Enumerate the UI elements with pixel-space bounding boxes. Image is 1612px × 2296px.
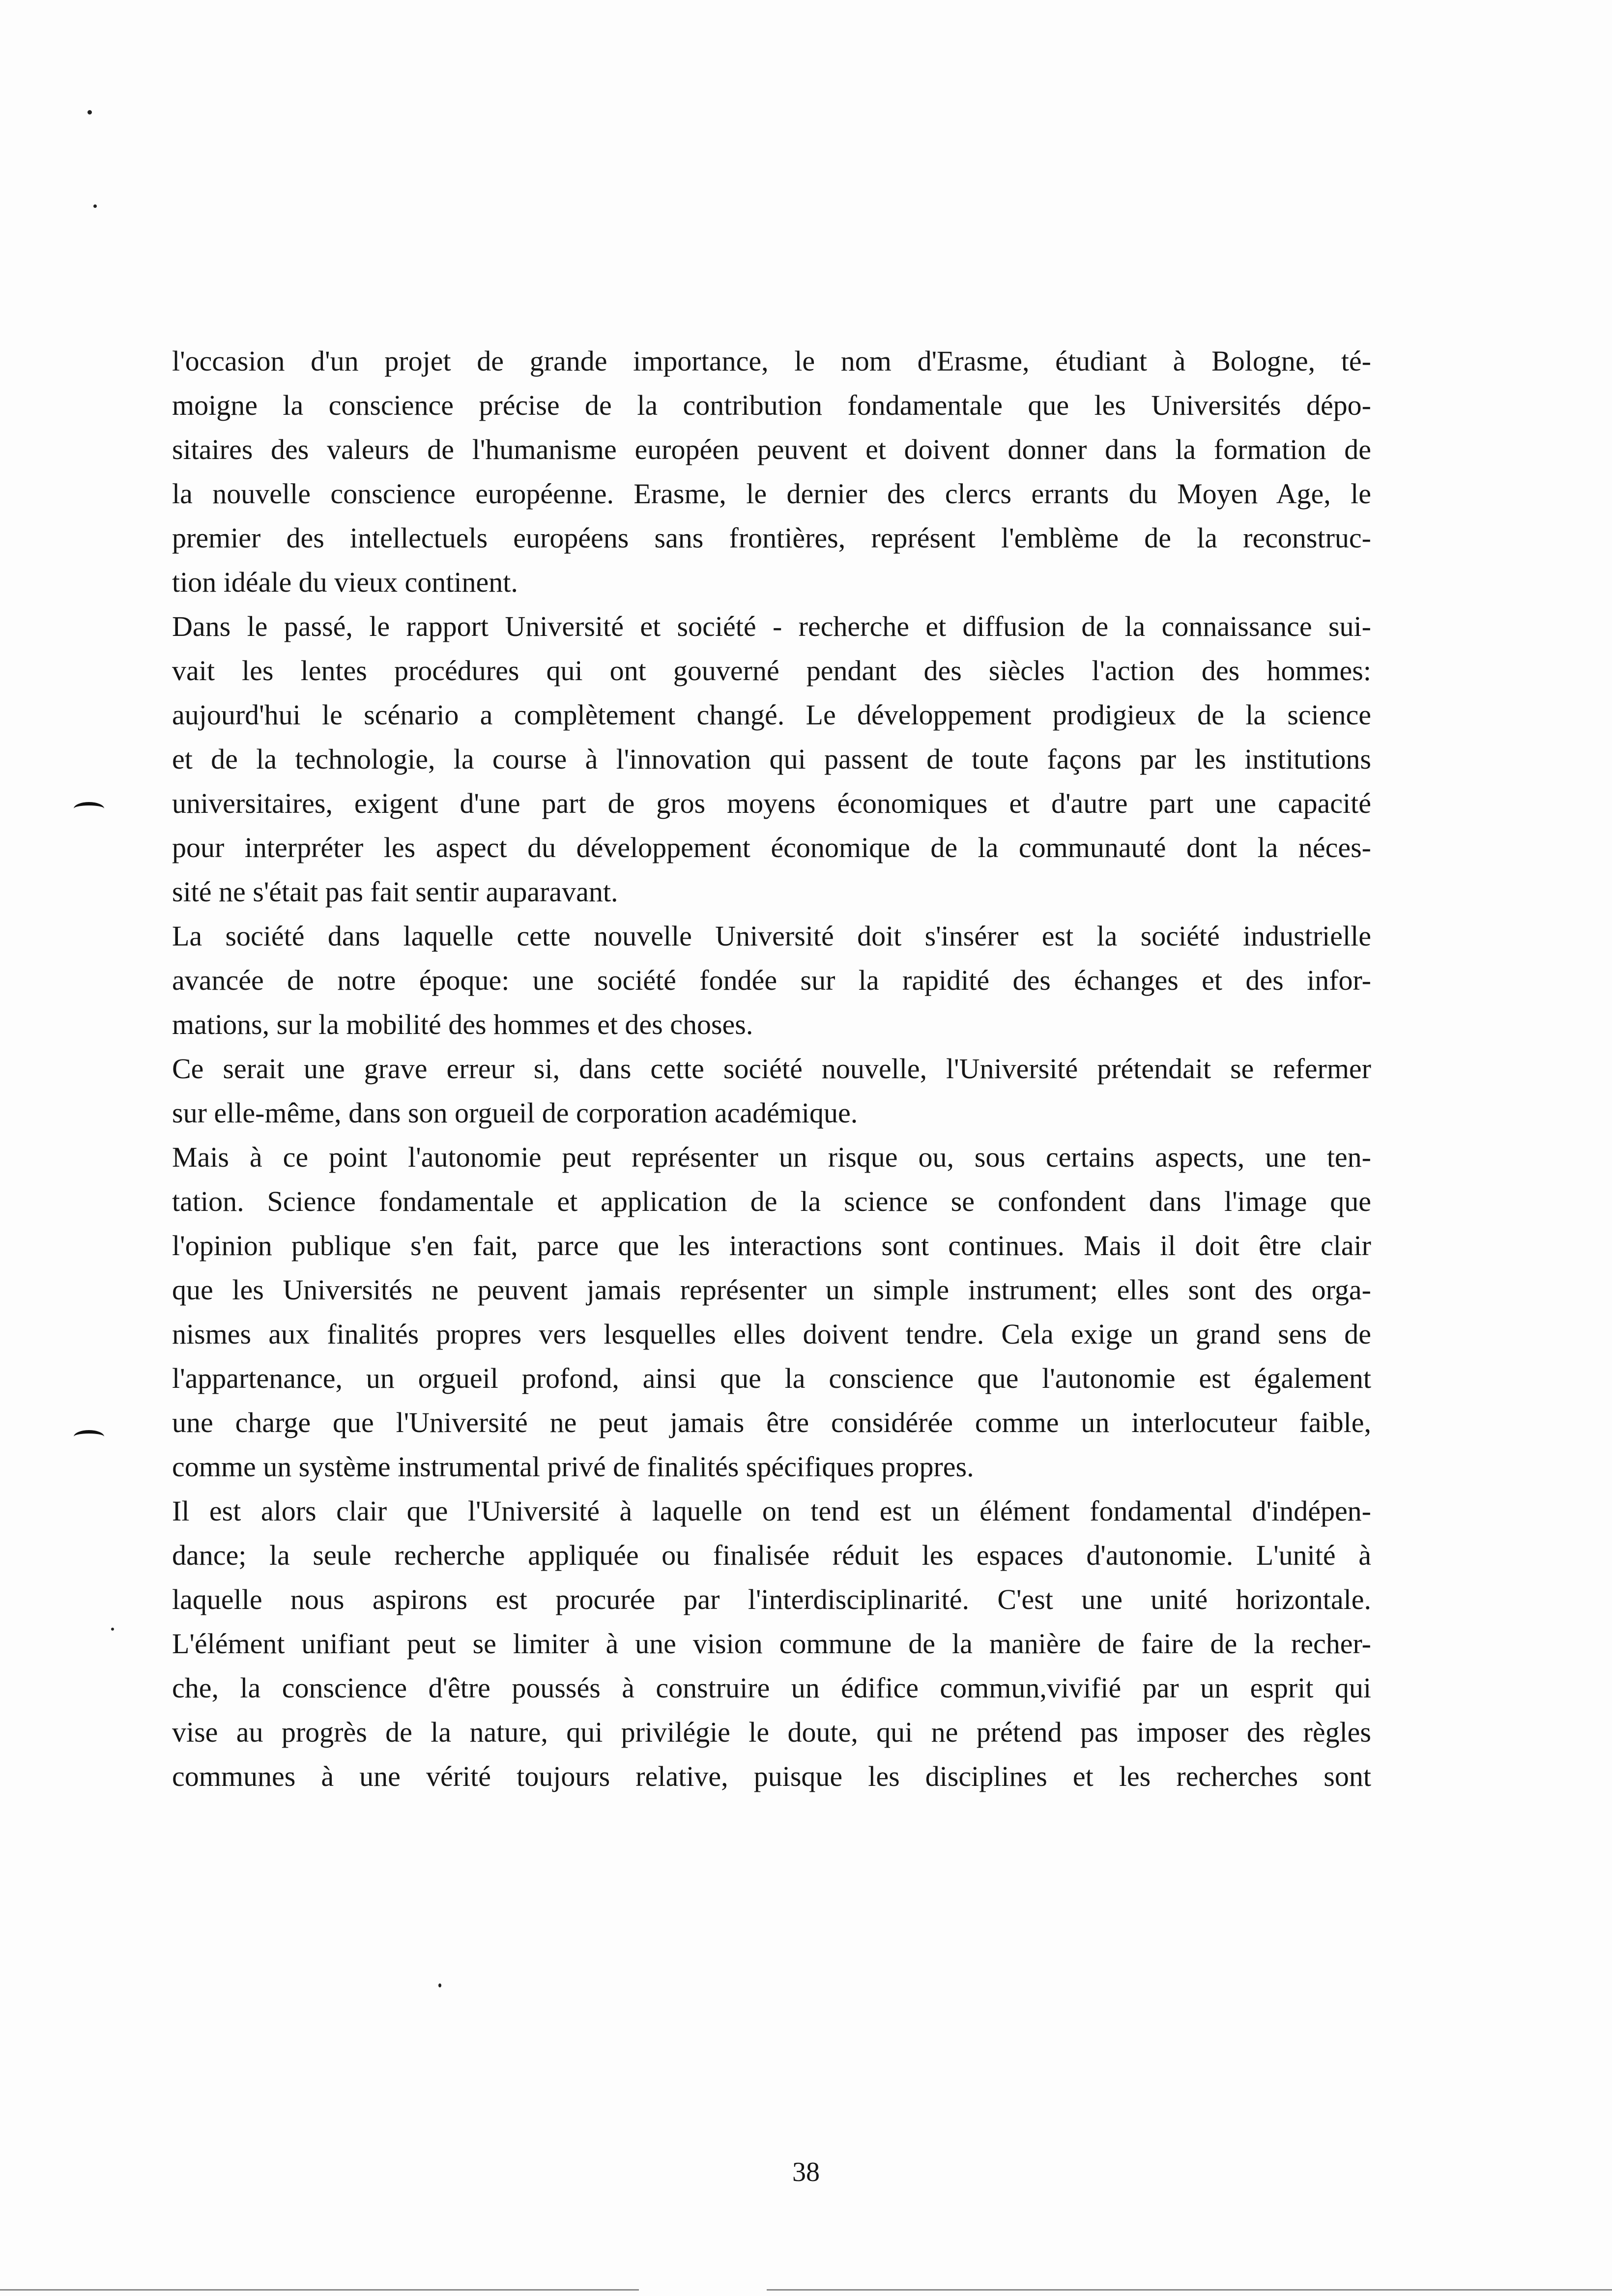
text-line: Ce serait une grave erreur si, dans cette société nouvelle, l'Université prétendait se refermer (172, 1053, 1371, 1085)
paragraph (172, 914, 1371, 1047)
scan-edge-line (767, 2289, 1612, 2291)
scan-speck (87, 110, 92, 115)
text-line: que les Universités ne peuvent jamais représenter un simple instrument; elles sont des orga- (172, 1274, 1371, 1306)
text-line: premier des intellectuels européens sans frontières, représent l'emblème de la reconstruc- (172, 522, 1371, 554)
text-line: che, la conscience d'être poussés à construire un édifice commun,vivifié par un esprit qui (172, 1672, 1371, 1704)
text-line: comme un système instrumental privé de finalités spécifiques propres. (172, 1451, 974, 1483)
page-number: 38 (792, 2157, 820, 2187)
text-line: l'occasion d'un projet de grande importance, le nom d'Erasme, étudiant à Bologne, té- (172, 345, 1371, 377)
scan-speck (111, 1628, 114, 1631)
text-line: vait les lentes procédures qui ont gouverné pendant des siècles l'action des hommes: (172, 655, 1371, 687)
scan-speck (93, 204, 97, 208)
text-line: la nouvelle conscience européenne. Erasme, le dernier des clercs errants du Moyen Age, le (172, 478, 1371, 510)
text-line: La société dans laquelle cette nouvelle Université doit s'insérer est la société industrielle (172, 920, 1371, 952)
text-line: sité ne s'était pas fait sentir auparavant. (172, 876, 618, 908)
text-line: tion idéale du vieux continent. (172, 566, 518, 598)
text-line: tation. Science fondamentale et application de la science se confondent dans l'image que (172, 1185, 1371, 1217)
scan-edge-line (0, 2289, 639, 2291)
text-line: laquelle nous aspirons est procurée par l'interdisciplinarité. C'est une unité horizontale. (172, 1583, 1371, 1615)
text-line: nismes aux finalités propres vers lesquelles elles doivent tendre. Cela exige un grand sens de (172, 1318, 1371, 1350)
text-line: pour interpréter les aspect du développement économique de la communauté dont la néces- (172, 832, 1371, 863)
text-line: communes à une vérité toujours relative, puisque les disciplines et les recherches sont (172, 1760, 1371, 1792)
paragraph (172, 1047, 1371, 1135)
text-line: l'opinion publique s'en fait, parce que les interactions sont continues. Mais il doit être clair (172, 1230, 1371, 1262)
paragraph (172, 1135, 1371, 1489)
text-line: Mais à ce point l'autonomie peut représenter un risque ou, sous certains aspects, une ten- (172, 1141, 1371, 1173)
paragraph (172, 604, 1371, 914)
scan-speck (438, 1983, 441, 1987)
text-line: vise au progrès de la nature, qui privilégie le doute, qui ne prétend pas imposer des règles (172, 1716, 1371, 1748)
text-line: l'appartenance, un orgueil profond, ainsi que la conscience que l'autonomie est également (172, 1362, 1371, 1394)
text-line: sitaires des valeurs de l'humanisme européen peuvent et doivent donner dans la formation de (172, 433, 1371, 465)
text-line: sur elle-même, dans son orgueil de corporation académique. (172, 1097, 858, 1129)
paragraph (172, 1489, 1371, 1799)
text-line: avancée de notre époque: une société fondée sur la rapidité des échanges et des infor- (172, 964, 1371, 996)
text-line: Dans le passé, le rapport Université et société - recherche et diffusion de la connaissance sui- (172, 610, 1371, 642)
paragraph (172, 339, 1371, 604)
text-line: aujourd'hui le scénario a complètement changé. Le développement prodigieux de la science (172, 699, 1371, 731)
text-line: Il est alors clair que l'Université à laquelle on tend est un élément fondamental d'indépen- (172, 1495, 1371, 1527)
text-line: dance; la seule recherche appliquée ou finalisée réduit les espaces d'autonomie. L'unité à (172, 1539, 1371, 1571)
margin-bracket-mark (74, 802, 104, 815)
text-line: et de la technologie, la course à l'innovation qui passent de toute façons par les institutions (172, 743, 1371, 775)
text-line: universitaires, exigent d'une part de gros moyens économiques et d'autre part une capacité (172, 787, 1371, 819)
text-line: moigne la conscience précise de la contribution fondamentale que les Universités dépo- (172, 389, 1371, 421)
text-line: une charge que l'Université ne peut jamais être considérée comme un interlocuteur faible, (172, 1406, 1371, 1438)
margin-bracket-mark (74, 1430, 104, 1443)
body-text (172, 339, 1371, 1799)
text-line: L'élément unifiant peut se limiter à une vision commune de la manière de faire de la recher- (172, 1628, 1371, 1660)
text-line: mations, sur la mobilité des hommes et des choses. (172, 1008, 753, 1040)
